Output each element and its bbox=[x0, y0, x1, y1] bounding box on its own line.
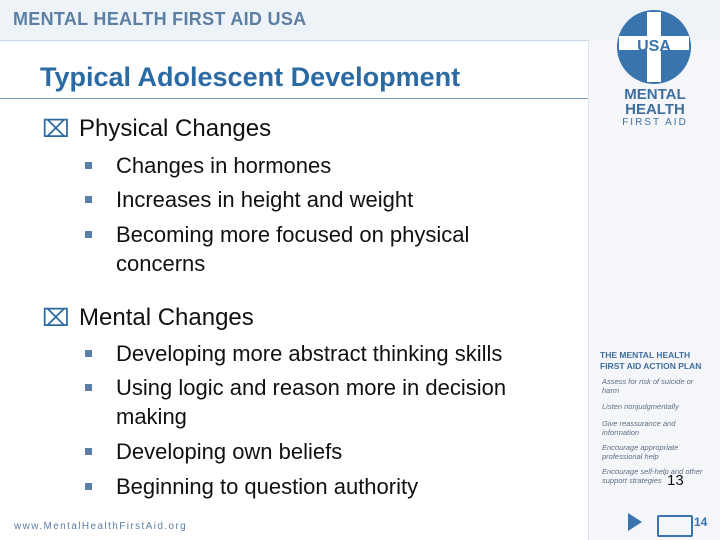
bullet-marker-icon bbox=[85, 483, 92, 490]
action-plan-item: Give reassurance and information bbox=[602, 419, 676, 437]
bullet-marker-icon bbox=[85, 350, 92, 357]
logo-line-1: MENTAL bbox=[624, 86, 686, 103]
list-item: Becoming more focused on physical concerns bbox=[116, 222, 470, 276]
action-plan-title: THE MENTAL HEALTH FIRST AID ACTION PLAN bbox=[600, 350, 702, 371]
banner-title: MENTAL HEALTH FIRST AID USA bbox=[13, 9, 307, 29]
book-icon bbox=[657, 515, 693, 537]
action-plan-item: Encourage appropriate professional help bbox=[602, 443, 679, 461]
list-item: Developing more abstract thinking skills bbox=[116, 341, 503, 366]
logo-line-3: FIRST AID bbox=[622, 117, 688, 128]
page-number: 14 bbox=[694, 515, 708, 529]
section-heading-physical: Physical Changes bbox=[79, 115, 272, 142]
title-divider bbox=[0, 98, 588, 99]
logo-usa-text: USA bbox=[637, 38, 671, 55]
section-1-marker-icon: ⌧ bbox=[42, 116, 70, 143]
overlay-page-number: 13 bbox=[667, 472, 684, 489]
list-item: Developing own beliefs bbox=[116, 439, 343, 464]
bullet-marker-icon bbox=[85, 162, 92, 169]
list-item: Beginning to question authority bbox=[116, 474, 419, 499]
action-plan-item: Listen nonjudgmentally bbox=[602, 402, 679, 411]
bullet-marker-icon bbox=[85, 231, 92, 238]
footer-url: www.MentalHealthFirstAid.org bbox=[14, 521, 188, 532]
play-icon[interactable] bbox=[628, 513, 642, 531]
action-plan-item: Assess for risk of suicide or harm bbox=[602, 377, 694, 395]
section-2-marker-icon: ⌧ bbox=[42, 305, 70, 332]
list-item: Using logic and reason more in decision making bbox=[116, 375, 507, 429]
bullet-marker-icon bbox=[85, 448, 92, 455]
bullet-marker-icon bbox=[85, 196, 92, 203]
list-item: Increases in height and weight bbox=[116, 187, 414, 212]
section-heading-mental: Mental Changes bbox=[79, 304, 254, 331]
bullet-marker-icon bbox=[85, 384, 92, 391]
header-banner bbox=[0, 0, 720, 41]
list-item: Changes in hormones bbox=[116, 153, 332, 178]
action-plan-item: Encourage self-help and other support strategies bbox=[602, 467, 703, 485]
slide-title: Typical Adolescent Development bbox=[40, 62, 461, 92]
logo-line-2: HEALTH bbox=[625, 101, 685, 118]
